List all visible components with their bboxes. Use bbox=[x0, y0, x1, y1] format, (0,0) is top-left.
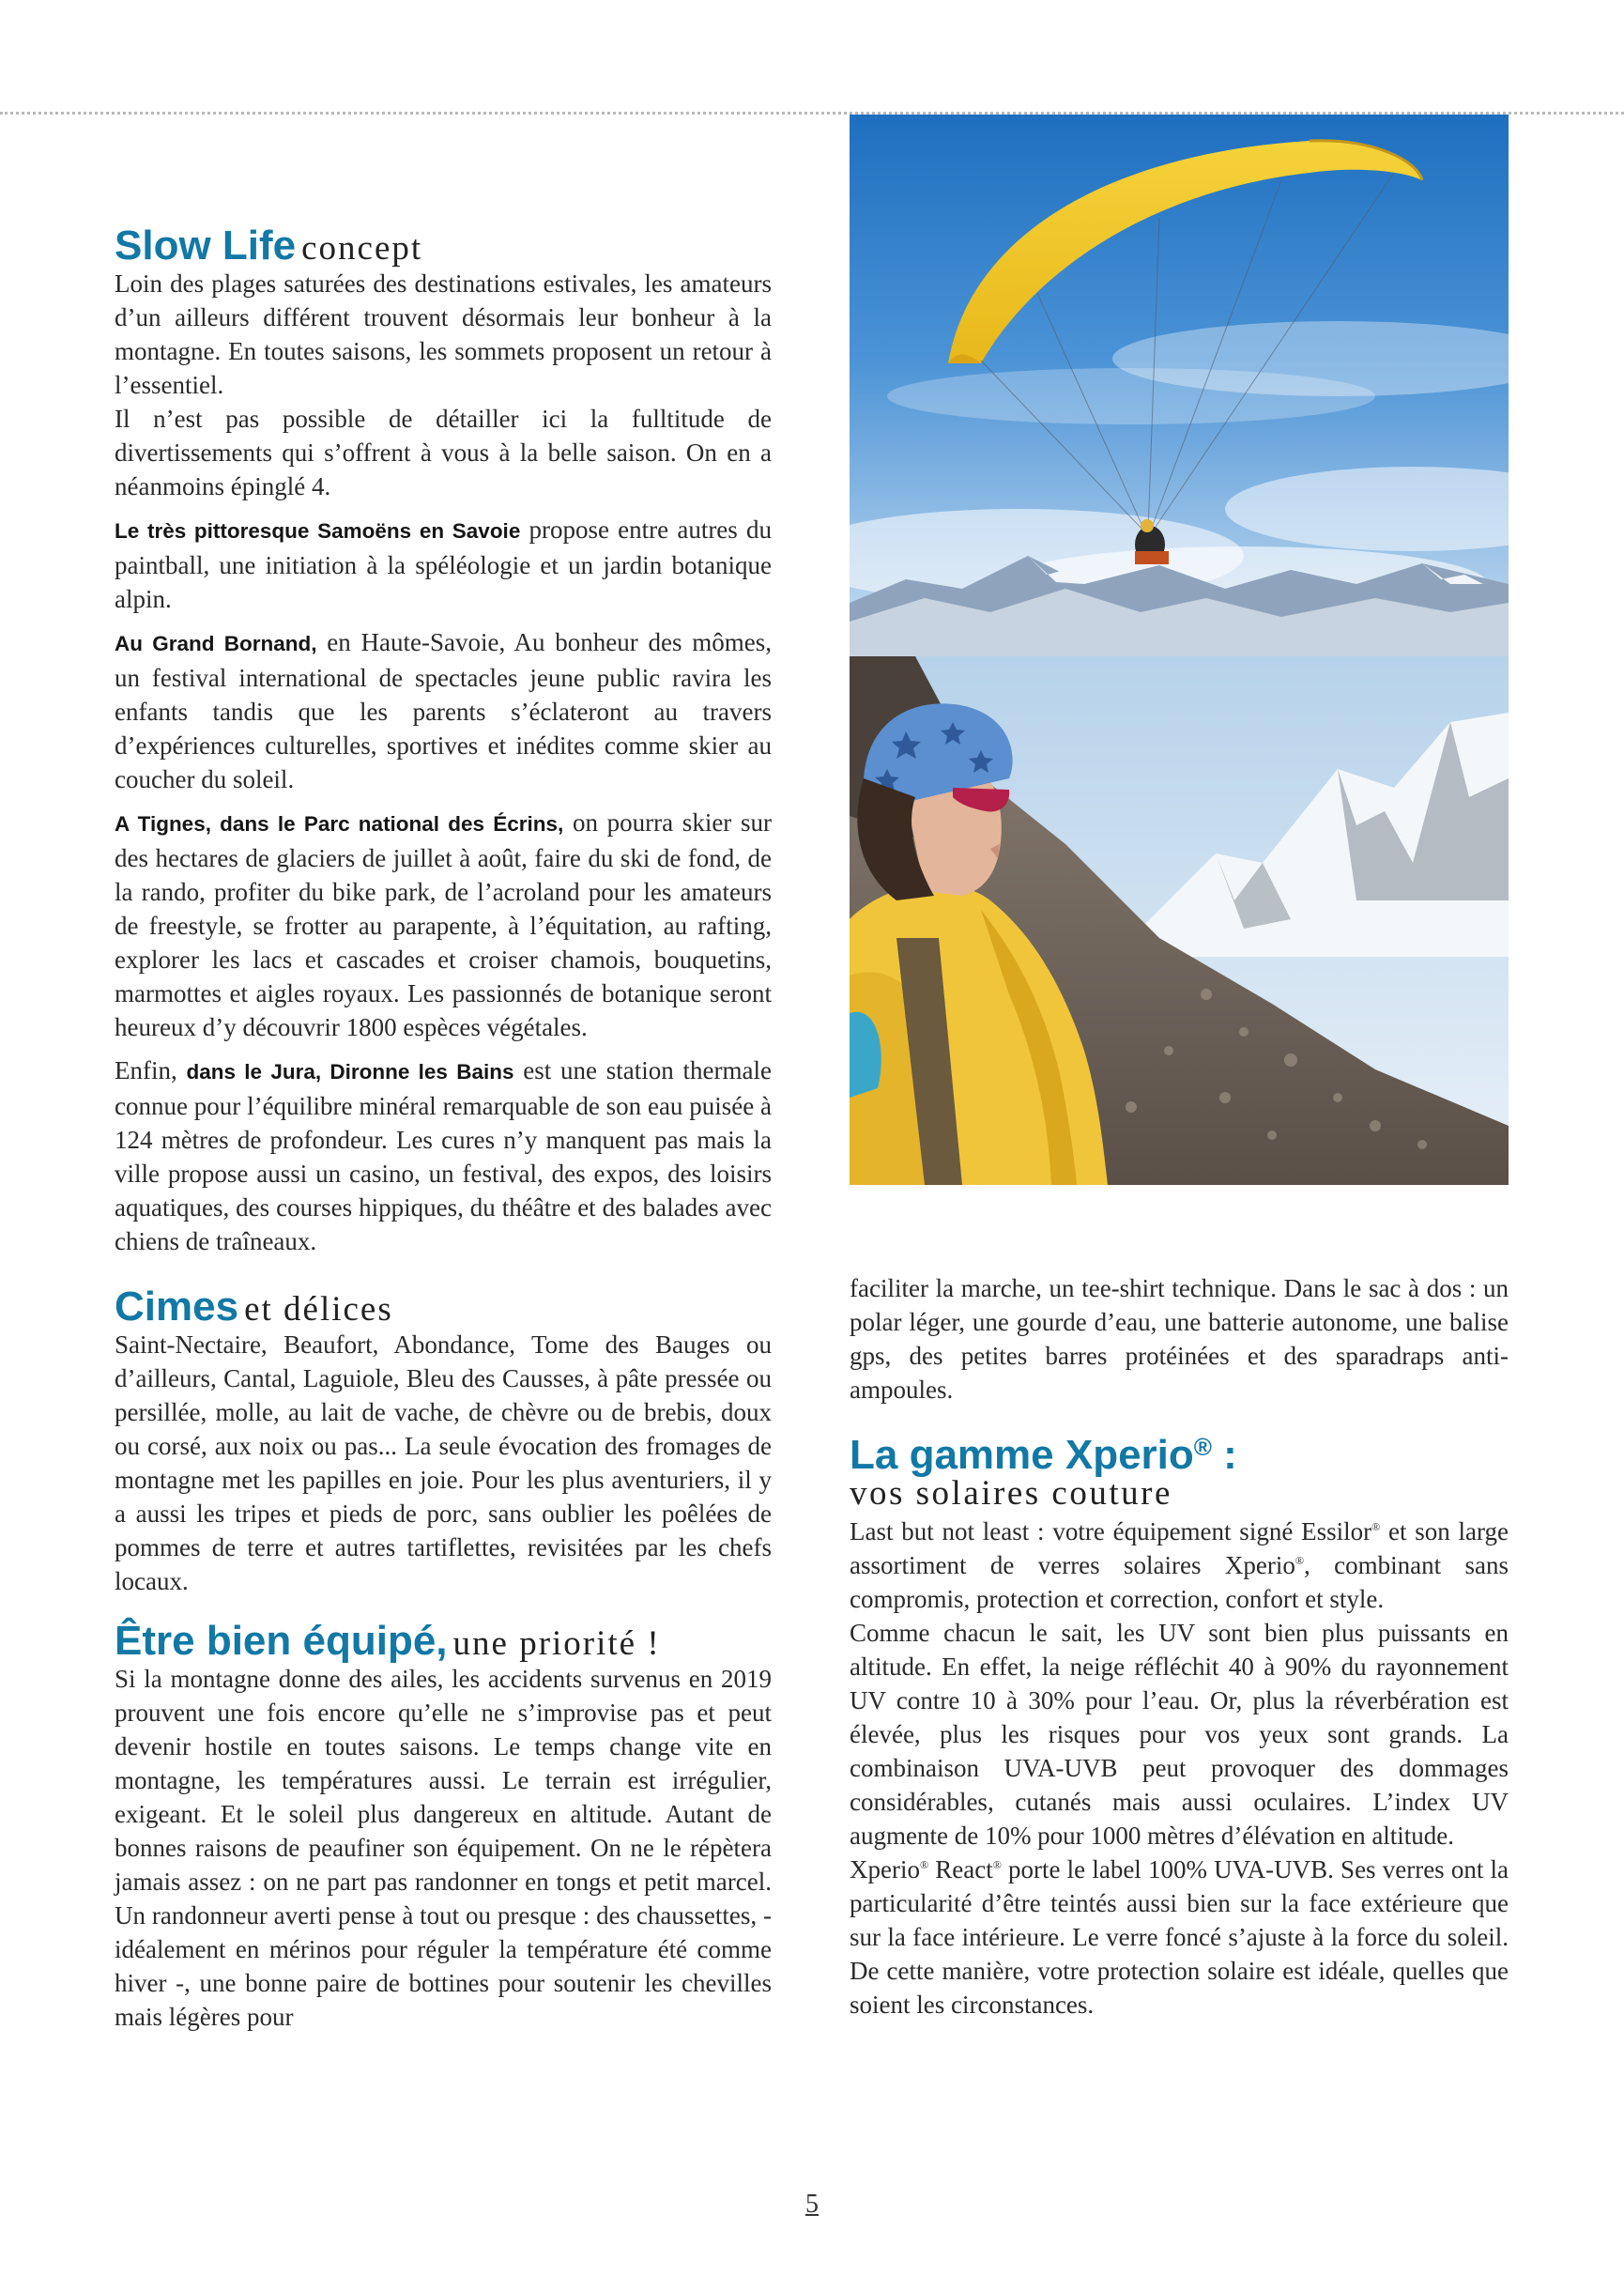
paragraph-grand-bornand: Au Grand Bornand, en Haute-Savoie, Au bonheur des mômes, un festival international de spectacles jeune public ravira les enfants tandis que les parents s’éclateront au travers d’expériences culturelles, sportives et inédites comme skier au coucher du soleil. bbox=[115, 628, 772, 793]
paragraph-tignes: A Tignes, dans le Parc national des Écrins, on pourra skier sur des hectares de glaciers de juillet à août, faire du ski de fond, de la rando, profiter du bike park, de l’acroland pour les amateurs de freestyle, se frotter au parapente, à l’équitation, au rafting, explorer les lacs et cascades et croiser chamois, bouquetins, marmottes et aigles royaux. Les passionnés de botanique seront heureux d’y découvrir 1800 espèces végétales. bbox=[115, 808, 772, 1041]
right-column bbox=[850, 1271, 1509, 2031]
paragraph-samoens: Le très pittoresque Samoëns en Savoie propose entre autres du paintball, une initiation à la spéléologie et un jardin botanique alpin. bbox=[115, 515, 772, 613]
paragraph: Loin des plages saturées des destinations estivales, les amateurs d’un ailleurs différent trouvent désormais leur bonheur à la montagne. En toutes saisons, les sommets proposent un retour à l’essentiel. bbox=[115, 269, 772, 399]
photo-paraglider bbox=[850, 115, 1509, 656]
heading-xperio: La gamme Xperio® : bbox=[850, 1432, 1237, 1478]
heading-cimes: Cimes et délices bbox=[115, 1284, 393, 1330]
paragraph-equipement: Si la montagne donne des ailes, les accidents survenus en 2019 prouvent une fois encore qu’elle ne s’improvise pas et peut devenir hostile en toutes saisons. Le temps change vite en montagne, les températures aussi. Le terrain est irrégulier, exigeant. Et le soleil plus dangereux en altitude. Autant de bonnes raisons de peaufiner son équipement. On ne le répètera jamais assez : on ne part pas randonner en tongs et petit marcel. Un randonneur averti pense à tout ou presque : des chaussettes, - idéalement en mérinos pour réguler la température été comme hiver -, une bonne paire de bottines pour soutenir les chevilles mais légères pour bbox=[115, 1665, 772, 2031]
page-number: 5 bbox=[805, 2190, 819, 2219]
photo-hiker bbox=[850, 656, 1509, 1185]
paragraph-react: Xperio® React® porte le label 100% UVA-UVB. Ses verres ont la particularité d’être teintés aussi bien sur la face extérieure que sur la face intérieure. Le verre foncé s’ajuste à la force du soleil. De cette manière, votre protection solaire est idéale, quelles que soient les circonstances. bbox=[850, 1855, 1509, 2019]
paragraph-jura: Enfin, dans le Jura, Dironne les Bains est une station thermale connue pour l’équilibre minéral remarquable de son eau puisée à 124 mètres de profondeur. Les cures n’y manquent pas mais la ville propose aussi un casino, un festival, des expos, des loisirs aquatiques, des courses hippiques, du théâtre et des balades avec chiens de traîneaux. bbox=[115, 1056, 772, 1255]
heading-equipe: Être bien équipé, une priorité ! bbox=[115, 1618, 661, 1664]
paragraph-essilor: Last but not least : votre équipement signé Essilor® et son large assortiment de verres solaires Xperio®, combinant sans compromis, protection et correction, confort et style. bbox=[850, 1517, 1509, 1613]
heading-slow-life: Slow Life concept bbox=[115, 223, 423, 269]
left-column bbox=[115, 225, 772, 2043]
paragraph-equipement-suite: faciliter la marche, un tee-shirt technique. Dans le sac à dos : un polar léger, une gourde d’eau, une batterie autonome, une balise gps, des petites barres protéinées et des sparadraps anti-ampoules. bbox=[850, 1274, 1509, 1404]
subtitle-solaires: vos solaires couture bbox=[850, 1474, 1172, 1513]
paragraph-fromages: Saint-Nectaire, Beaufort, Abondance, Tome des Bauges ou d’ailleurs, Cantal, Laguiole, Bleu des Causses, à pâte pressée ou persillée, molle, au lait de vache, de chèvre ou de brebis, doux ou corsé, aux noix ou pas... La seule évocation des fromages de montagne met les papilles en joie. Pour les plus aventuriers, il y a aussi les tripes et pieds de porc, sans oublier les poêlées de pommes de terre et autres tartiflettes, revisitées par les chefs locaux. bbox=[115, 1330, 772, 1595]
paragraph: Il n’est pas possible de détailler ici la fulltitude de divertissements qui s’offrent à vous à la belle saison. On en a néanmoins épinglé 4. bbox=[115, 405, 772, 500]
paragraph-uv: Comme chacun le sait, les UV sont bien plus puissants en altitude. En effet, la neige réfléchit 40 à 90% du rayonnement UV contre 10 à 30% pour l’eau. Or, plus la réverbération est élevée, plus les risques pour vos yeux sont grands. La combinaison UVA-UVB peut provoquer des dommages considérables, cutanés mais aussi oculaires. L’index UV augmente de 10% pour 1000 mètres d’élévation en altitude. bbox=[850, 1619, 1509, 1850]
